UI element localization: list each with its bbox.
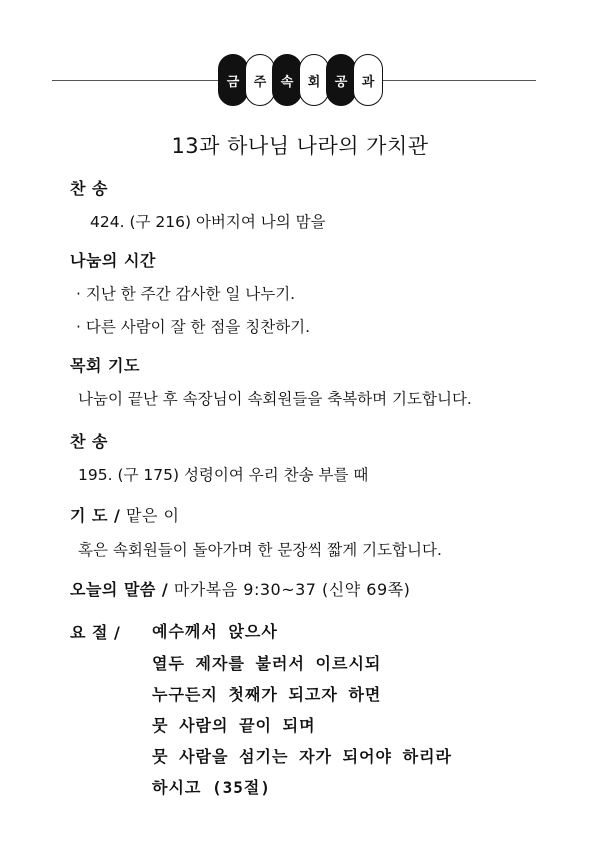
scripture-heading-label: 오늘의 말씀 / xyxy=(70,580,169,599)
section-heading-scripture xyxy=(70,577,410,600)
section-heading-pastoral-prayer: 목회 기도 xyxy=(70,356,140,375)
banner-char: 주 xyxy=(245,54,275,106)
banner-char: 과 xyxy=(353,54,383,106)
prayer-heading-sub: 맡은 이 xyxy=(120,506,180,525)
prayer-heading-label: 기 도 / xyxy=(70,506,121,525)
section-heading-hymn: 찬 송 xyxy=(70,179,108,198)
key-verse-line: 열두 제자를 불러서 이르시되 xyxy=(152,654,382,673)
banner-char: 회 xyxy=(299,54,329,106)
header-rule-left xyxy=(52,80,222,81)
title-banner xyxy=(218,54,386,106)
key-verse-line: 뭇 사람의 끝이 되며 xyxy=(152,716,316,735)
prayer-line: 혹은 속회원들이 돌아가며 한 문장씩 짧게 기도합니다. xyxy=(78,541,442,559)
banner-char: 금 xyxy=(218,54,248,106)
header-rule-right xyxy=(378,80,536,81)
banner-char: 공 xyxy=(326,54,356,106)
pastoral-prayer-line: 나눔이 끝난 후 속장님이 속회원들을 축복하며 기도합니다. xyxy=(78,390,472,408)
key-verse-line: 뭇 사람을 섬기는 자가 되어야 하리라 xyxy=(152,747,453,766)
sharing-line: · 지난 한 주간 감사한 일 나누기. xyxy=(76,285,296,303)
sharing-line: · 다른 사람이 잘 한 점을 칭찬하기. xyxy=(76,318,311,336)
key-verse-line: 예수께서 앉으사 xyxy=(152,622,278,641)
hymn-line-2: 195. (구 175) 성령이여 우리 찬송 부를 때 xyxy=(78,466,369,484)
hymn-line: 424. (구 216) 아버지여 나의 맘을 xyxy=(90,213,326,231)
scripture-reference: 마가복음 9:30~37 (신약 69쪽) xyxy=(168,580,411,599)
key-verse-line: 하시고 (35절) xyxy=(152,778,271,797)
section-heading-sharing: 나눔의 시간 xyxy=(70,251,156,270)
section-heading-prayer xyxy=(70,503,179,526)
key-verse-line: 누구든지 첫째가 되고자 하면 xyxy=(152,685,382,704)
section-heading-hymn-2: 찬 송 xyxy=(70,432,108,451)
banner-char: 속 xyxy=(272,54,302,106)
section-heading-key-verse: 요 절 / xyxy=(70,623,121,642)
lesson-title: 13과 하나님 나라의 가치관 xyxy=(171,134,429,158)
